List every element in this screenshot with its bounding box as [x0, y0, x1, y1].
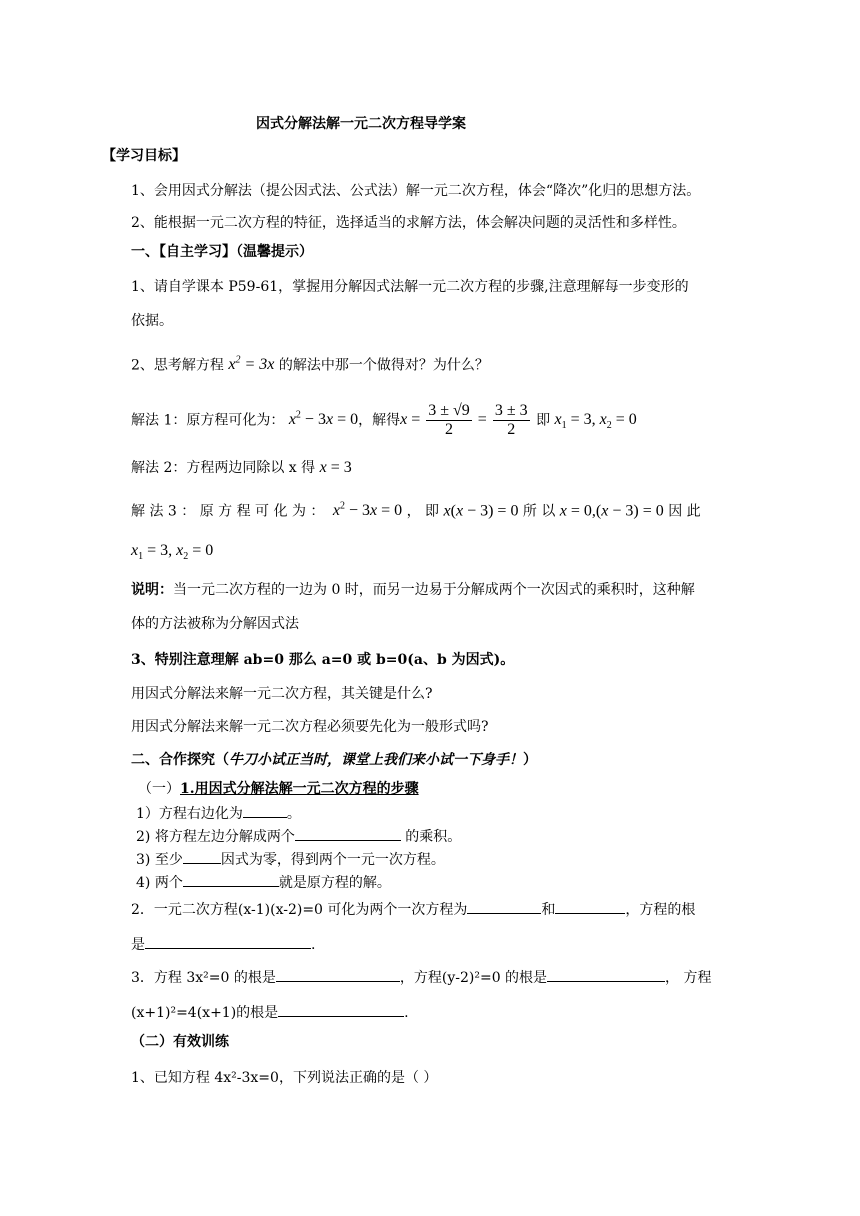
exercise-3-line-b	[131, 1002, 409, 1023]
question-2: 用因式分解法来解一元二次方程必须要先化为一般形式吗?	[131, 719, 489, 735]
method-3-roots: $x_1 = 3$, $x_2 = 0$	[131, 542, 214, 563]
exercise-2-line-a	[131, 899, 695, 920]
section-1-heading: 一、【自主学习】（温馨提示）	[131, 244, 313, 260]
exercise-2-end: .	[311, 937, 316, 953]
method-3-yinci: 因 此	[668, 503, 701, 520]
exercise-3-blank-3[interactable]	[278, 1002, 404, 1017]
method-1-roots: $x_1 = 3$, $x_2 = 0$	[554, 411, 637, 432]
method-1-label: 解法 1：原方程可化为：	[131, 412, 285, 429]
exercise-2-line-b	[131, 934, 315, 955]
exercise-3-text-4: (x+1)²=4(x+1)的根是	[131, 1005, 279, 1021]
method-1-equation: $x^2 - 3x = 0$	[288, 410, 359, 429]
exercise-2-and: 和	[541, 902, 556, 918]
method-3-equation: $x^2 - 3x = 0$	[332, 501, 403, 520]
page-title: 因式分解法解一元二次方程导学案	[256, 116, 466, 132]
step-3	[136, 849, 445, 870]
method-1-mid: ，解得	[358, 412, 401, 429]
method-1-then: 即	[536, 412, 551, 429]
method-2-label: 解法 2：方程两边同除以 x 得	[131, 460, 316, 476]
method-2-result: x = 3	[319, 459, 352, 476]
section-2-heading-start: 二、合作探究（	[131, 752, 229, 768]
step-4-blank[interactable]	[183, 872, 279, 887]
exercise-2-shi: 是	[131, 937, 145, 953]
step-1-end: 。	[286, 806, 301, 822]
section-2-heading-italic: 牛刀小试正当时，课堂上我们来小试一下身手！	[229, 752, 523, 768]
section-2-heading-end: ）	[523, 752, 537, 768]
exercise-3-text-3: ， 方程	[665, 970, 712, 986]
note-line-a	[131, 580, 695, 600]
exercise-2-root-label: ，方程的根	[625, 902, 696, 918]
exercise-3-blank-1[interactable]	[276, 967, 400, 982]
s1-item-1-line-a: 1、请自学课本 P59-61，掌握用分解因式法解一元二次方程的步骤,注意理解每一步变形的	[131, 279, 689, 295]
step-2-text: 2) 将方程左边分解成两个	[136, 829, 295, 845]
step-2	[136, 826, 461, 847]
step-3-blank[interactable]	[183, 849, 221, 864]
step-4	[136, 872, 391, 893]
goals-heading: 【学习目标】	[102, 148, 186, 164]
part-1-title	[138, 779, 419, 799]
equation-x2-3x: $x^2 = 3x$	[228, 355, 275, 374]
step-4-end: 就是原方程的解。	[278, 875, 391, 891]
training-1: 1、已知方程 4x²-3x=0，下列说法正确的是（ ）	[131, 1070, 438, 1086]
exercise-3-line-a	[131, 967, 712, 988]
step-1-text: 1）方程右边化为	[136, 806, 243, 822]
s1-item-2	[131, 351, 489, 375]
step-3-end: 因式为零，得到两个一元一次方程。	[220, 852, 445, 868]
part-1-prefix: （一）	[138, 781, 180, 797]
s1-item-2-prefix: 2、思考解方程	[131, 357, 224, 374]
exercise-2-blank-1[interactable]	[467, 899, 541, 914]
exercise-2-text: 2．一元二次方程(x-1)(x-2)=0 可化为两个一次方程为	[131, 902, 468, 918]
step-1	[136, 803, 301, 824]
s1-item-3: 3、特别注意理解 ab=0 那么 a=0 或 b=0(a、b 为因式)。	[131, 652, 515, 668]
method-3-factors-zero: x = 0,(x − 3) = 0	[559, 502, 664, 520]
method-3	[131, 497, 731, 521]
exercise-3-end: .	[404, 1005, 409, 1021]
goal-2: 2、能根据一元二次方程的特征，选择适当的求解方法，体会解决问题的灵活性和多样性。	[131, 215, 686, 231]
s1-item-1-line-b: 依据。	[131, 313, 173, 329]
step-4-text: 4) 两个	[136, 875, 183, 891]
exercise-2-blank-3[interactable]	[145, 934, 311, 949]
step-2-blank[interactable]	[295, 826, 401, 841]
method-3-factored: x(x − 3) = 0	[443, 502, 519, 520]
step-3-text: 3) 至少	[136, 852, 183, 868]
exercise-3-text-2: ，方程(y-2)²=0 的根是	[399, 970, 548, 986]
step-1-blank[interactable]	[243, 803, 287, 818]
exercise-3-blank-2[interactable]	[547, 967, 665, 982]
section-2-heading	[131, 750, 537, 770]
part-2-heading: （二）有效训练	[131, 1034, 229, 1050]
exercise-2-blank-2[interactable]	[555, 899, 625, 914]
method-3-suoyi: 所 以	[522, 503, 556, 520]
part-1-steps-title: 1.用因式分解法解一元二次方程的步骤	[180, 781, 419, 797]
exercise-3-text: 3．方程 3x²=0 的根是	[131, 970, 276, 986]
method-3-label: 解 法 3 ： 原 方 程 可 化 为 ：	[131, 503, 325, 520]
note-label: 说明：	[131, 582, 173, 598]
note-text-a: 当一元二次方程的一边为 0 时，而另一边易于分解成两个一次因式的乘积时，这种解	[173, 582, 695, 598]
question-1: 用因式分解法来解一元二次方程，其关键是什么?	[131, 686, 433, 702]
method-2	[131, 458, 352, 478]
note-line-b: 体的方法被称为分解因式法	[131, 616, 299, 632]
goal-1: 1、会用因式分解法（提公因式法、公式法）解一元二次方程，体会“降次”化归的思想方法。	[131, 183, 701, 199]
method-1-solution: x = $\frac{3 \pm √9}{2}$ = $\frac{3 \pm 3}{2}$	[400, 402, 528, 439]
method-3-ji: ， 即	[406, 503, 440, 520]
method-1	[131, 398, 637, 445]
s1-item-2-suffix: 的解法中那一个做得对？为什么？	[278, 357, 489, 374]
step-2-end: 的乘积。	[400, 829, 462, 845]
